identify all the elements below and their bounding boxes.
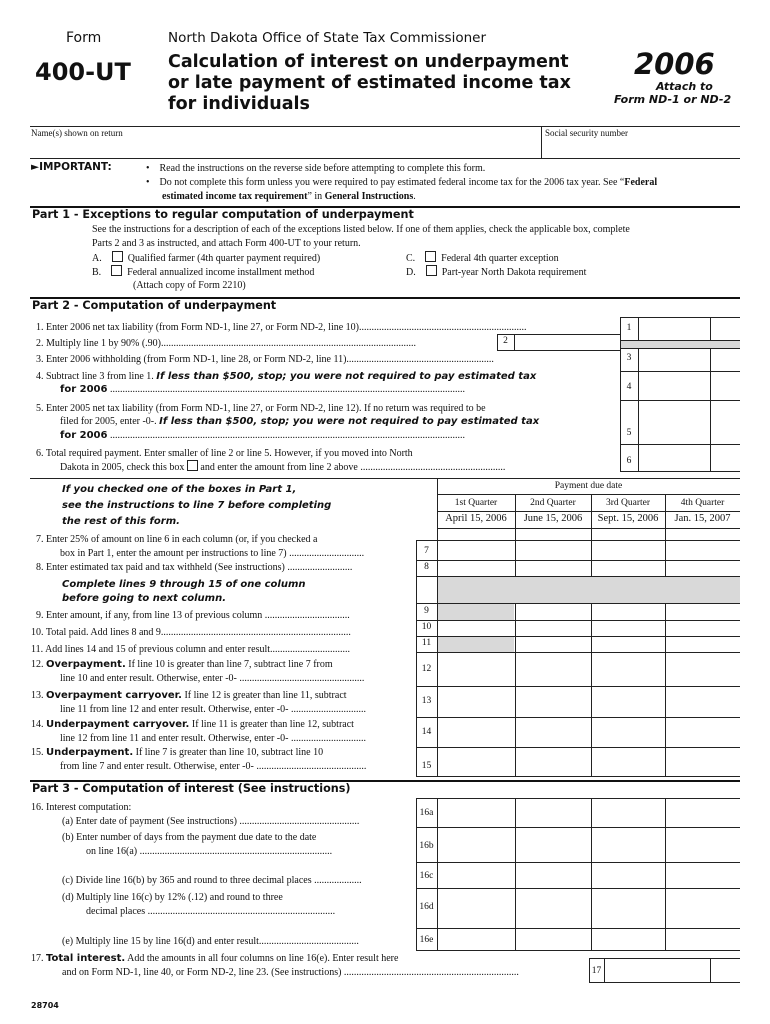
line-14-desc: If line 11 is greater than line 12, subtract [191,719,354,730]
line-15-cont: from line 7 and enter result. Otherwise, enter -0- ............................................ [60,761,367,772]
line-7-q4-input[interactable] [666,541,739,560]
line-14-number: 14 [421,727,432,737]
line-6-cont [60,460,505,474]
line-15-num-text: 15. [31,747,44,758]
title-line-3: for individuals [168,94,310,114]
line-10-q2-input[interactable] [516,621,590,636]
line-16-text: 16. Interest computation: [31,802,132,813]
quarter-4-label: 4th Quarter [680,498,725,508]
line-16c-q1-input[interactable] [438,863,514,888]
line-10-number: 10 [421,622,432,632]
agency-name: North Dakota Office of State Tax Commissioner [168,30,486,46]
line-13-num-text: 13. [31,690,44,701]
amount-shade-1 [621,341,740,348]
line-16e-q4-input[interactable] [666,929,739,950]
exception-c [406,251,559,265]
line-4-text [36,370,536,383]
shade-instruction-row [438,576,740,603]
important-label: ►IMPORTANT: [31,161,112,173]
line-5-text-d: for 2006 [60,430,108,441]
bullet-2-text-c: estimated income tax requirement [162,191,308,202]
bullet-2-cont [162,190,416,203]
line-11-q4-input[interactable] [666,637,739,652]
bullet-2-text-d: ” in [307,191,325,202]
bullet-1: • Read the instructions on the reverse side before attempting to complete this form. [146,163,486,174]
line-5-text-c: If less than $500, stop; you were not required to pay estimated tax [159,416,540,427]
line-15-q4-input[interactable] [666,748,739,776]
line-8-q3-input[interactable] [592,561,664,576]
exception-b-sub: (Attach copy of Form 2210) [133,280,246,291]
line-13-desc: If line 12 is greater than line 11, subtract [184,690,347,701]
line17-box-bottom [589,982,740,983]
bullet-2-text-f: . [413,191,416,202]
p3-rule-16e [416,950,740,951]
line-13-q4-input[interactable] [666,687,739,717]
line-16e-q1-input[interactable] [438,929,514,950]
line-15-bold: Underpayment. [46,747,134,758]
line-5-input[interactable] [639,401,739,443]
line2-box-bottom [497,350,620,351]
name-row-rule [30,158,740,159]
note-line-2: see the instructions to line 7 before completing [62,500,332,511]
line-8-number: 8 [424,562,429,572]
name-field[interactable] [31,139,539,157]
line-15-q2-input[interactable] [516,748,590,776]
exception-b-checkbox[interactable] [111,265,122,276]
name-ssn-divider [541,126,542,159]
line-16c-text: (c) Divide line 16(b) by 365 and round to three decimal places ................... [62,875,362,886]
line-2-text: 2. Multiply line 1 by 90% (.90)...................................................................................................... [36,338,416,349]
title-line-1: Calculation of interest on underpayment [168,52,569,72]
line-7-cont: box in Part 1, enter the amount per instructions to line 7) .............................. [60,548,365,559]
amount-rule-6 [620,471,740,472]
line-16a-number: 16a [419,808,434,818]
line-16e-q3-input[interactable] [592,929,664,950]
line-1-input[interactable] [639,318,739,339]
line-17-text [31,952,398,965]
line-9-number: 9 [424,606,429,616]
form-code: 28704 [31,1001,59,1010]
exception-a [92,251,320,265]
note-line-3: the rest of this form. [62,516,180,527]
line-7-q1-input[interactable] [438,541,514,560]
line-16b-text: (b) Enter number of days from the payment due date to the date [62,832,317,843]
note-line-1: If you checked one of the boxes in Part 1, [62,484,297,495]
tax-year: 2006 [634,47,715,81]
part1-intro-1: See the instructions for a description of each of the exceptions listed below. If one of them applies, check the applicable box, complete [92,224,630,235]
line-1-text: 1. Enter 2006 net tax liability (from Form ND-1, line 27, or Form ND-2, line 10)................................................................... [36,322,527,333]
line-16a-q2-input[interactable] [516,799,590,827]
line-11-number: 11 [421,638,432,648]
line-3-input[interactable] [639,349,739,370]
bullet-1-text: Read the instructions on the reverse side before attempting to complete this form. [159,163,486,174]
line-17-bold: Total interest. [46,953,126,964]
line-14-q4-input[interactable] [666,718,739,747]
line-8-q2-input[interactable] [516,561,590,576]
exception-d [406,265,586,279]
line-12-q3-input[interactable] [592,653,664,686]
line-14-q3-input[interactable] [592,718,664,747]
line-16c-q2-input[interactable] [516,863,590,888]
quarter-head-rule-2 [437,511,740,512]
line-10-q4-input[interactable] [666,621,739,636]
line-16d-q4-input[interactable] [666,889,739,928]
line-14-q1-input[interactable] [438,718,514,747]
line-16d-number: 16d [419,902,434,912]
line-6-text-b: Dakota in 2005, check this box [60,462,185,473]
line-9-text: 9. Enter amount, if any, from line 13 of previous column .................................. [36,610,350,621]
due-date-3: Sept. 15, 2006 [597,513,659,524]
bullet-2-text-b: Federal [624,177,658,188]
line-15-q1-input[interactable] [438,748,514,776]
line-13-q3-input[interactable] [592,687,664,717]
moved-into-nd-checkbox[interactable] [187,460,198,471]
line-5-cont [60,415,539,428]
line-16e-text: (e) Multiply line 15 by line 16(d) and enter result........................................ [62,936,359,947]
line-5-text-b: filed for 2005, enter -0-. [60,416,157,427]
part1-title: Part 1 - Exceptions to regular computation of underpayment [32,208,414,221]
line-15-number: 15 [421,761,432,771]
form-number: 400-UT [35,58,131,86]
line-12-desc: If line 10 is greater than line 7, subtract line 7 from [128,659,333,670]
line-13-bold: Overpayment carryover. [46,690,182,701]
line-7-text: 7. Enter 25% of amount on line 6 in each column (or, if you checked a [36,534,318,545]
line-5-text: 5. Enter 2005 net tax liability (from Form ND-1, line 27, or Form ND-2, line 12). If no return was required to be [36,403,486,414]
line-10-text: 10. Total paid. Add lines 8 and 9............................................................................ [31,627,351,638]
exception-d-checkbox[interactable] [426,265,437,276]
line-7-q3-input[interactable] [592,541,664,560]
quarter-1-label: 1st Quarter [454,498,498,508]
line-15-desc: If line 7 is greater than line 10, subtract line 10 [135,747,324,758]
exception-b [92,265,314,279]
quarter-3-label: 3rd Quarter [605,498,651,508]
line-3-number: 3 [626,353,632,363]
instruction-note-2: before going to next column. [62,593,226,604]
quarter-head-rule-3 [437,528,740,529]
line-16b-cont: on line 16(a) ............................................................................. [86,846,333,857]
line-14-q2-input[interactable] [516,718,590,747]
line-14-cont: line 12 from line 11 and enter result. Otherwise, enter -0- .............................. [60,733,366,744]
line-16d-q2-input[interactable] [516,889,590,928]
exception-d-letter: D. [406,267,416,278]
line-5-dots: .............................................................................................................................................. [109,430,465,441]
line-12-number: 12 [421,664,432,674]
line-4-text-b: If less than $500, stop; you were not required to pay estimated tax [156,371,537,382]
line-13-q2-input[interactable] [516,687,590,717]
exception-a-text: Qualified farmer (4th quarter payment required) [127,253,321,264]
shade-line11-q1 [438,636,514,652]
line-2-number: 2 [503,336,508,346]
part1-intro-2: Parts 2 and 3 as instructed, and attach Form 400-UT to your return. [92,238,361,249]
line-13-number: 13 [421,696,432,706]
line-2-input[interactable] [515,335,619,349]
line-12-text [31,658,333,671]
line-13-q1-input[interactable] [438,687,514,717]
line-4-text-c: for 2006 [60,384,108,395]
payment-due-label: Payment due date [554,481,623,491]
line-16e-q2-input[interactable] [516,929,590,950]
line-15-q3-input[interactable] [592,748,664,776]
grid-rule-15bot [416,776,740,777]
line-8-q4-input[interactable] [666,561,739,576]
due-date-2: June 15, 2006 [523,513,583,524]
exception-c-checkbox[interactable] [425,251,436,262]
line-4-input[interactable] [639,372,739,399]
line-16b-q3-input[interactable] [592,828,664,862]
line-16a-q1-input[interactable] [438,799,514,827]
bullet-2-text-e: General Instructions [324,191,414,202]
line-16a-text: (a) Enter date of payment (See instructions) ................................................ [62,816,360,827]
line-13-cont: line 11 from line 12 and enter result. Otherwise, enter -0- .............................. [60,704,366,715]
exception-c-text: Federal 4th quarter exception [441,253,559,264]
line-13-text [31,689,347,702]
bullet-2-text-a: Do not complete this form unless you were required to pay estimated federal income tax for the 2006 tax year. See “ [159,177,625,188]
line-6-number: 6 [626,456,632,466]
title-line-2: or late payment of estimated income tax [168,73,571,93]
line-16c-number: 16c [419,871,434,881]
name-label: Name(s) shown on return [31,128,123,138]
line-16e-number: 16e [419,935,434,945]
line-10-q3-input[interactable] [592,621,664,636]
exception-b-text: Federal annualized income installment method [127,267,315,278]
quarter-2-label: 2nd Quarter [530,498,576,508]
line-8-text: 8. Enter estimated tax paid and tax withheld (See instructions) .......................... [36,562,353,573]
attach-forms-label: Form ND-1 or ND-2 [614,93,732,106]
line-17-input[interactable] [605,959,739,981]
shade-line9-q1 [438,604,514,620]
line-8-q1-input[interactable] [438,561,514,576]
line-16a-q3-input[interactable] [592,799,664,827]
exception-b-letter: B. [92,267,102,278]
line-16d-cont: decimal places ........................................................................... [86,906,336,917]
line-11-text: 11. Add lines 14 and 15 of previous column and enter result................................ [31,644,351,655]
form-label: Form [66,30,102,46]
due-date-4: Jan. 15, 2007 [674,513,731,524]
line-16b-q4-input[interactable] [666,828,739,862]
line-7-number: 7 [424,546,429,556]
line-1-number: 1 [626,323,632,333]
line-12-num-text: 12. [31,659,44,670]
line-12-bold: Overpayment. [46,659,126,670]
line-14-text [31,718,354,731]
line-16c-q4-input[interactable] [666,863,739,888]
line-17-desc: Add the amounts in all four columns on line 16(e). Enter result here [127,953,399,964]
line-10-q1-input[interactable] [438,621,514,636]
line-17-number: 17 [591,966,602,976]
line-4-cont [60,383,465,396]
instruction-note-1: Complete lines 9 through 15 of one column [62,579,306,590]
header-rule [30,126,740,127]
line-12-q4-input[interactable] [666,653,739,686]
line-12-q1-input[interactable] [438,653,514,686]
line-4-number: 4 [626,382,632,392]
line-16d-q3-input[interactable] [592,889,664,928]
part2-title: Part 2 - Computation of underpayment [32,299,277,312]
line-17-cont: and on Form ND-1, line 40, or Form ND-2, line 23. (See instructions) ...................................................................... [62,967,519,978]
exception-a-letter: A. [92,253,102,264]
line-11-q2-input[interactable] [516,637,590,652]
quarter-section-rule [30,478,740,479]
bullet-2: • Do not complete this form unless you were required to pay estimated federal income tax for the 2006 tax year. See “Federal [146,177,658,188]
exception-c-letter: C. [406,253,416,264]
attach-to-label: Attach to [656,80,713,93]
quarter-head-rule-1 [437,494,740,495]
line-16b-number: 16b [419,841,434,851]
line-3-text: 3. Enter 2006 withholding (from Form ND-1, line 28, or Form ND-2, line 11)........................................................... [36,354,494,365]
exception-a-checkbox[interactable] [112,251,123,262]
line-12-cont: line 10 and enter result. Otherwise, enter -0- .................................................. [60,673,365,684]
line-16d-q1-input[interactable] [438,889,514,928]
line-9-q3-input[interactable] [592,604,664,620]
form-title [168,52,571,115]
line-4-text-a: 4. Subtract line 3 from line 1. [36,371,154,382]
part3-title: Part 3 - Computation of interest (See instructions) [32,782,351,795]
due-date-1: April 15, 2006 [445,513,507,524]
line-15-text [31,746,323,759]
line-14-num-text: 14. [31,719,44,730]
line-5-cont-2 [60,429,465,442]
line-7-q2-input[interactable] [516,541,590,560]
line-16a-q4-input[interactable] [666,799,739,827]
line-6-text-c: and enter the amount from line 2 above .......................................................... [200,462,506,473]
grid-rule-8bot [416,576,740,577]
line-6-input[interactable] [639,445,739,470]
line-12-q2-input[interactable] [516,653,590,686]
line-5-number: 5 [626,428,632,438]
line-16b-q1-input[interactable] [438,828,514,862]
line-16c-q3-input[interactable] [592,863,664,888]
line-9-q2-input[interactable] [516,604,590,620]
line-4-dots: .............................................................................................................................................. [109,384,465,395]
line-9-q4-input[interactable] [666,604,739,620]
line-14-bold: Underpayment carryover. [46,719,190,730]
line-6-text: 6. Total required payment. Enter smaller of line 2 or line 5. However, if you moved into North [36,448,413,459]
ssn-field[interactable] [545,139,740,157]
line-16b-q2-input[interactable] [516,828,590,862]
line-17-num-text: 17. [31,953,44,964]
exception-d-text: Part-year North Dakota requirement [441,267,587,278]
line-11-q3-input[interactable] [592,637,664,652]
ssn-label: Social security number [545,128,628,138]
line-16d-text: (d) Multiply line 16(c) by 12% (.12) and round to three [62,892,283,903]
